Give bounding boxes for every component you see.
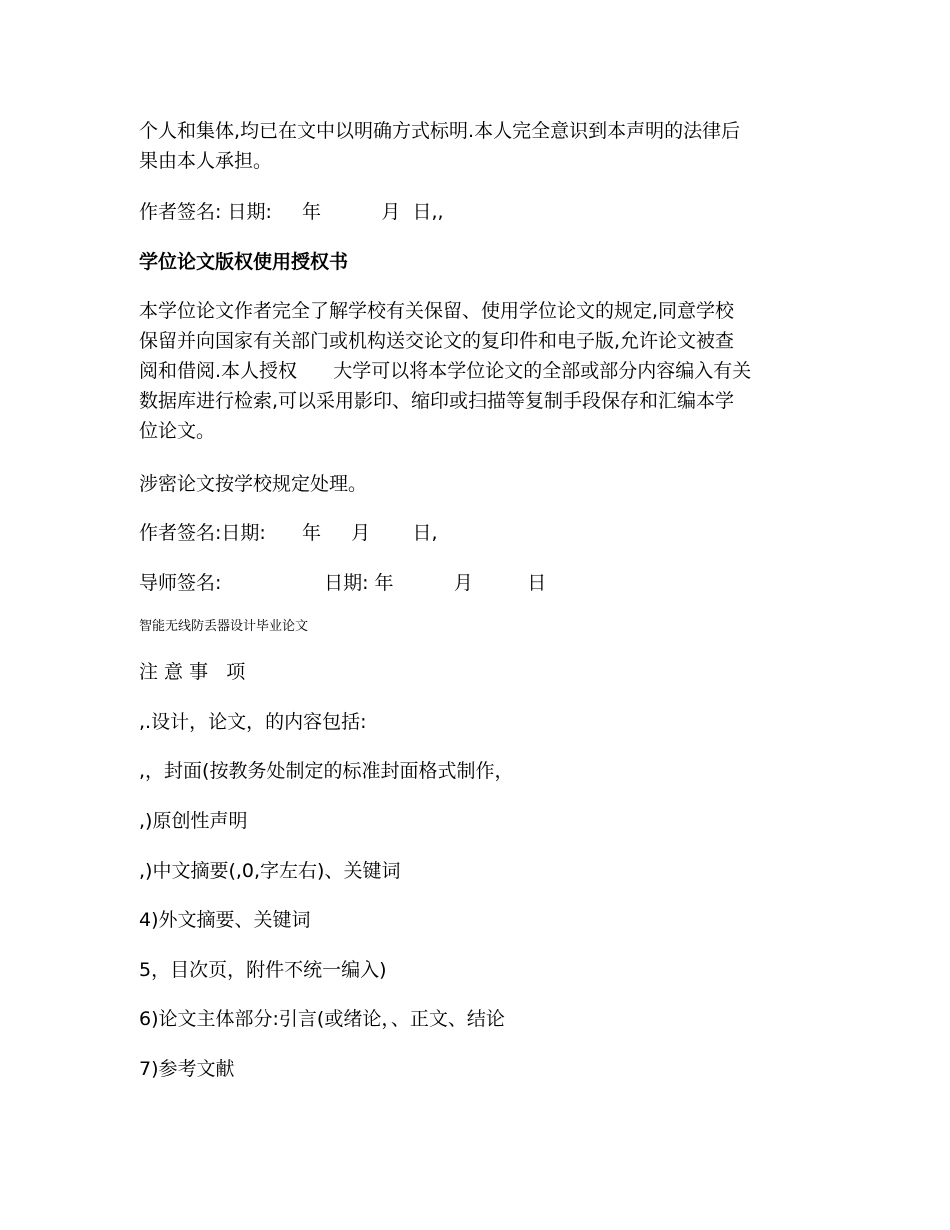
para2-line-4: 数据库进行检索,可以采用影印、缩印或扫描等复制手段保存和汇编本学: [139, 390, 735, 412]
running-title: 智能无线防丢器设计毕业论文: [139, 619, 309, 634]
notes-item-6: 5，目次页，附件不统一编入): [139, 959, 387, 981]
para1-line-1: 个人和集体,均已在文中以明确方式标明.本人完全意识到本声明的法律后: [139, 120, 741, 142]
para2-line-3: 阅和借阅.本人授权 大学可以将本学位论文的全部或部分内容编入有关: [139, 360, 752, 382]
para2-line-5: 位论文。: [139, 420, 216, 442]
section-title: 学位论文版权使用授权书: [139, 251, 349, 273]
para2-line-2: 保留并向国家有关部门或机构送交论文的复印件和电子版,允许论文被查: [139, 330, 735, 352]
author-signature-line: 作者签名: 日期: 年 月 日,,: [139, 201, 444, 223]
notes-item-8: 7)参考文献: [139, 1058, 235, 1080]
notes-item-4: ,)中文摘要(,0,字左右)、关键词: [139, 860, 401, 882]
notes-item-7: 6)论文主体部分:引言(或绪论，、正文、结论: [139, 1008, 505, 1030]
notes-item-2: ,，封面(按教务处制定的标准封面格式制作，: [139, 760, 514, 782]
advisor-signature-line: 导师签名: 日期: 年 月 日: [139, 572, 547, 594]
author-signature-line-2: 作者签名:日期: 年 月 日,: [139, 522, 438, 544]
para1-line-2: 果由本人承担。: [139, 150, 273, 172]
notes-title: 注 意 事 项: [139, 661, 246, 683]
notes-item-3: ,)原创性声明: [139, 810, 248, 832]
notes-item-1: ,.设计，论文，的内容包括:: [139, 711, 367, 733]
confidential-note: 涉密论文按学校规定处理。: [139, 473, 368, 495]
notes-item-5: 4)外文摘要、关键词: [139, 909, 311, 931]
para2-line-1: 本学位论文作者完全了解学校有关保留、使用学位论文的规定,同意学校: [139, 300, 735, 322]
